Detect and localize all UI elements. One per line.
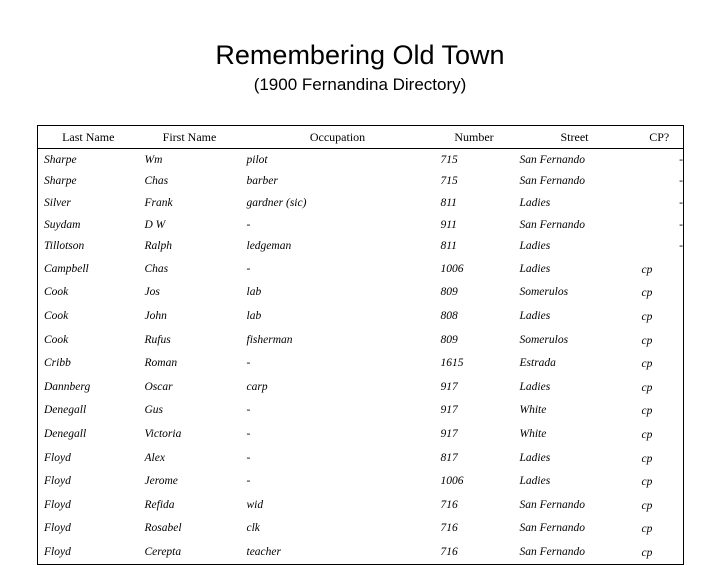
column-header-first-name: First Name xyxy=(139,126,241,149)
cell-first-name: Wm xyxy=(144,153,163,166)
cell-cp: - xyxy=(679,240,683,253)
cell-occupation: - xyxy=(246,475,251,488)
page-title: Remembering Old Town xyxy=(215,40,505,70)
cell-cp: cp xyxy=(641,499,653,512)
cell-cp: - xyxy=(679,153,683,166)
cell-street: San Fernando xyxy=(519,218,585,231)
table-row xyxy=(38,281,684,305)
cell-first-name: D W xyxy=(144,218,166,231)
column-header-number: Number xyxy=(435,126,514,149)
cell-number: 917 xyxy=(440,380,458,393)
cell-first-name: Chas xyxy=(144,262,169,275)
table-row xyxy=(38,328,684,352)
cell-occupation: wid xyxy=(246,498,264,511)
cell-street: Somerulos xyxy=(519,286,569,299)
table-row xyxy=(38,214,684,236)
cell-number: 911 xyxy=(440,218,457,231)
table-row xyxy=(38,399,684,423)
cell-street: White xyxy=(519,404,547,417)
cell-cp: cp xyxy=(641,381,653,394)
cell-last-name: Campbell xyxy=(44,262,89,275)
cell-cp: cp xyxy=(641,310,653,323)
cell-last-name: Denegall xyxy=(44,404,87,417)
cell-number: 809 xyxy=(440,286,458,299)
cell-number: 808 xyxy=(440,309,458,322)
cell-number: 716 xyxy=(440,545,458,558)
cell-street: San Fernando xyxy=(519,153,585,166)
cell-occupation: carp xyxy=(246,380,268,393)
cell-first-name: Ralph xyxy=(144,240,172,253)
cell-street: San Fernando xyxy=(519,498,585,511)
cell-first-name: Chas xyxy=(144,175,169,188)
table-row xyxy=(38,517,684,541)
cell-occupation: pilot xyxy=(246,153,268,166)
table-row xyxy=(38,304,684,328)
cell-last-name: Silver xyxy=(44,196,71,209)
cell-street: Ladies xyxy=(519,475,551,488)
table-row xyxy=(38,540,684,564)
cell-number: 716 xyxy=(440,522,458,535)
cell-first-name: Cerepta xyxy=(144,545,182,558)
table-row xyxy=(38,257,684,281)
column-header-last-name: Last Name xyxy=(38,126,139,149)
cell-occupation: teacher xyxy=(246,545,281,558)
cell-number: 1006 xyxy=(440,475,464,488)
cell-first-name: Rufus xyxy=(144,333,171,346)
directory-table xyxy=(37,125,684,565)
cell-first-name: Refida xyxy=(144,498,175,511)
cell-number: 811 xyxy=(440,196,457,209)
cell-cp: cp xyxy=(641,546,653,559)
cell-occupation: lab xyxy=(246,309,262,322)
cell-number: 917 xyxy=(440,404,458,417)
cell-occupation: lab xyxy=(246,286,262,299)
cell-street: Ladies xyxy=(519,196,551,209)
cell-number: 811 xyxy=(440,240,457,253)
cell-cp: cp xyxy=(641,287,653,300)
cell-first-name: Victoria xyxy=(144,427,182,440)
cell-occupation: clk xyxy=(246,522,260,535)
table-row xyxy=(38,375,684,399)
cell-number: 715 xyxy=(440,153,458,166)
table-row xyxy=(38,149,684,171)
column-header-occupation: Occupation xyxy=(241,126,435,149)
cell-number: 1615 xyxy=(440,357,464,370)
cell-first-name: Alex xyxy=(144,451,165,464)
cell-street: San Fernando xyxy=(519,545,585,558)
cell-street: San Fernando xyxy=(519,175,585,188)
cell-cp: cp xyxy=(641,263,653,276)
cell-street: Ladies xyxy=(519,262,551,275)
cell-first-name: John xyxy=(144,309,167,322)
cell-cp: cp xyxy=(641,358,653,371)
cell-occupation: - xyxy=(246,427,251,440)
table-body xyxy=(38,149,684,565)
cell-first-name: Oscar xyxy=(144,380,173,393)
cell-number: 917 xyxy=(440,427,458,440)
column-header-cp: CP? xyxy=(636,126,684,149)
cell-street: Ladies xyxy=(519,451,551,464)
cell-occupation: barber xyxy=(246,175,278,188)
cell-cp: - xyxy=(679,196,683,209)
table-row xyxy=(38,422,684,446)
cell-last-name: Tillotson xyxy=(44,240,85,253)
column-header-street: Street xyxy=(514,126,636,149)
cell-cp: cp xyxy=(641,334,653,347)
cell-last-name: Floyd xyxy=(44,498,71,511)
cell-number: 809 xyxy=(440,333,458,346)
cell-cp: cp xyxy=(641,523,653,536)
cell-number: 715 xyxy=(440,175,458,188)
cell-first-name: Jos xyxy=(144,286,160,299)
cell-occupation: - xyxy=(246,357,251,370)
cell-cp: - xyxy=(679,218,683,231)
table-row xyxy=(38,469,684,493)
cell-street: Somerulos xyxy=(519,333,569,346)
cell-last-name: Denegall xyxy=(44,427,87,440)
cell-last-name: Suydam xyxy=(44,218,81,231)
cell-first-name: Roman xyxy=(144,357,178,370)
cell-last-name: Sharpe xyxy=(44,175,77,188)
table-row xyxy=(38,192,684,214)
cell-first-name: Gus xyxy=(144,404,164,417)
cell-last-name: Floyd xyxy=(44,475,71,488)
cell-number: 1006 xyxy=(440,262,464,275)
cell-last-name: Dannberg xyxy=(44,380,91,393)
cell-number: 817 xyxy=(440,451,458,464)
cell-occupation: - xyxy=(246,218,251,231)
cell-occupation: - xyxy=(246,262,251,275)
cell-cp: cp xyxy=(641,452,653,465)
cell-occupation: ledgeman xyxy=(246,240,292,253)
table-row xyxy=(38,171,684,193)
cell-street: Ladies xyxy=(519,309,551,322)
cell-street: Ladies xyxy=(519,240,551,253)
cell-street: Estrada xyxy=(519,357,556,370)
cell-first-name: Rosabel xyxy=(144,522,182,535)
cell-cp: cp xyxy=(641,428,653,441)
cell-last-name: Floyd xyxy=(44,451,71,464)
page-subtitle: (1900 Fernandina Directory) xyxy=(253,75,467,94)
cell-last-name: Floyd xyxy=(44,522,71,535)
table-row xyxy=(38,493,684,517)
cell-first-name: Jerome xyxy=(144,475,178,488)
table-row xyxy=(38,446,684,470)
cell-occupation: - xyxy=(246,404,251,417)
cell-occupation: fisherman xyxy=(246,333,293,346)
cell-first-name: Frank xyxy=(144,196,173,209)
cell-occupation: gardner (sic) xyxy=(246,196,307,209)
cell-street: White xyxy=(519,427,547,440)
cell-last-name: Floyd xyxy=(44,545,71,558)
cell-street: San Fernando xyxy=(519,522,585,535)
cell-last-name: Cook xyxy=(44,286,69,299)
cell-number: 716 xyxy=(440,498,458,511)
cell-last-name: Cook xyxy=(44,333,69,346)
cell-street: Ladies xyxy=(519,380,551,393)
cell-last-name: Cook xyxy=(44,309,69,322)
table-row xyxy=(38,235,684,257)
cell-last-name: Cribb xyxy=(44,357,71,370)
table-row xyxy=(38,351,684,375)
cell-last-name: Sharpe xyxy=(44,153,77,166)
cell-cp: cp xyxy=(641,405,653,418)
cell-occupation: - xyxy=(246,451,251,464)
cell-cp: - xyxy=(679,175,683,188)
cell-cp: cp xyxy=(641,476,653,489)
header-row xyxy=(38,126,684,149)
